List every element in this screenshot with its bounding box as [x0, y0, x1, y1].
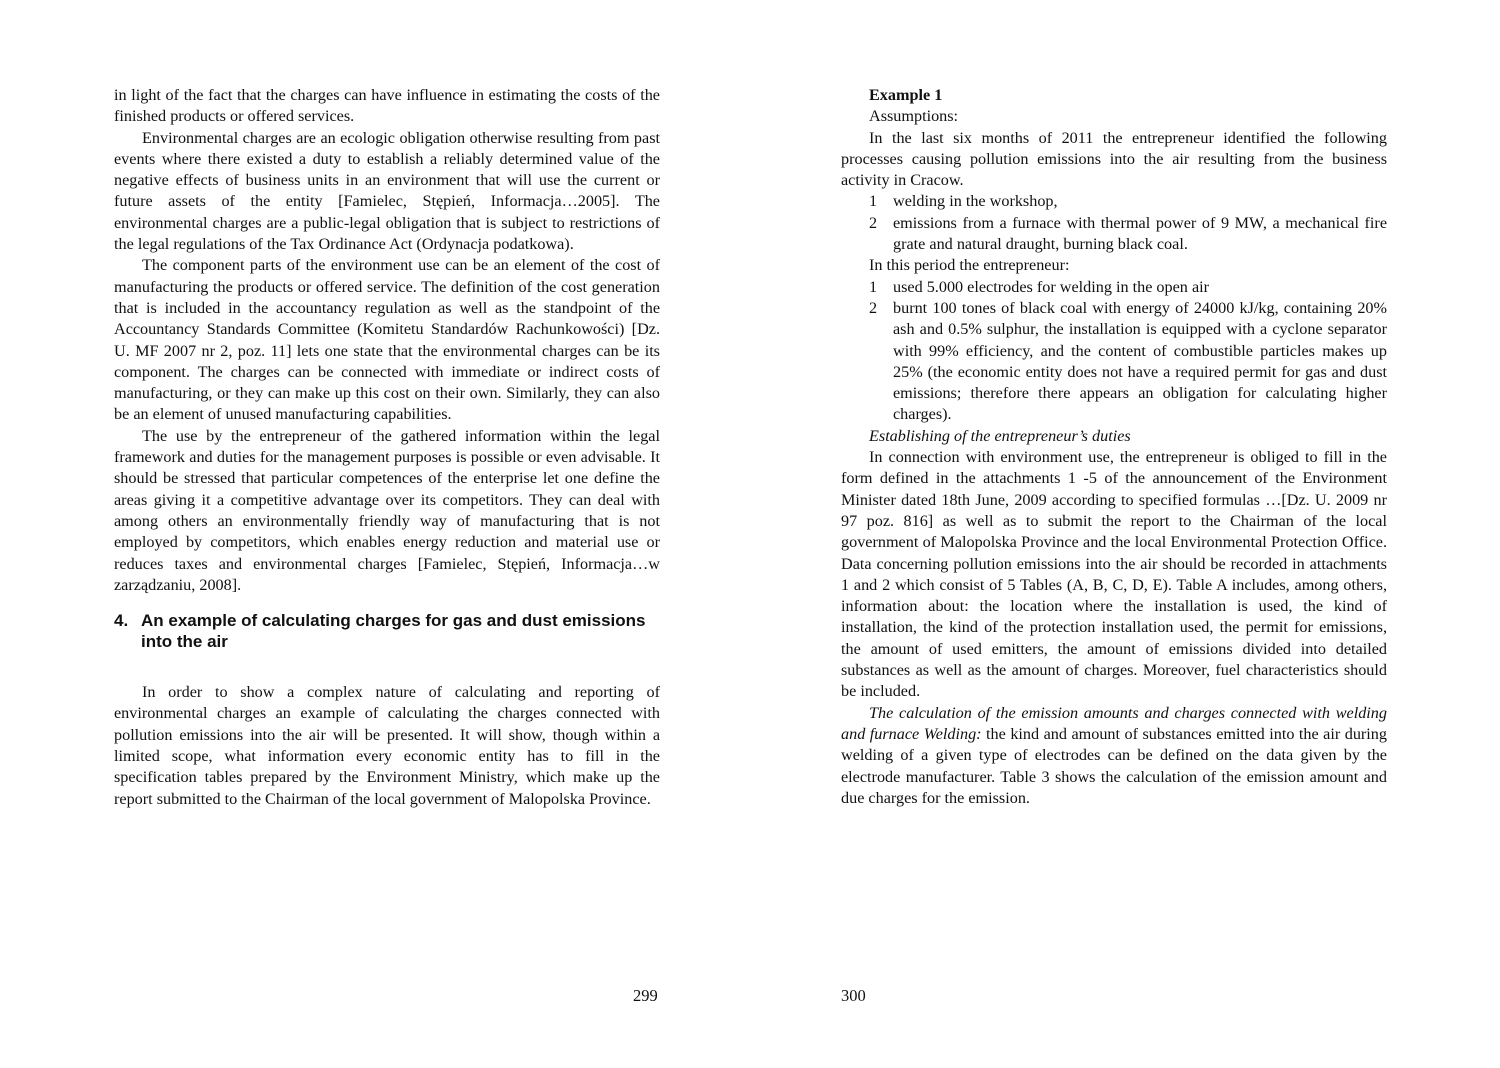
- paragraph-environmental-charges: Environmental charges are an ecologic obligation otherwise resulting from past events where there existed a duty to establish a reliably determined value of the negative effects of business units in an environment that will use the current or future assets of the entity [Famielec, Stępień, Informacja…2005]. The environmental charges are a public-legal obligation that is subject to restrictions of the legal regulations of the Tax Ordinance Act (Ordynacja podatkowa).: [114, 128, 660, 254]
- calculation-heading: The calculation of the emission amounts and charges connected with welding and furnace Welding:: [841, 703, 1387, 743]
- paragraph-entrepreneur-use: The use by the entrepreneur of the gathered information within the legal framework and duties for the management purposes is possible or even advisable. It should be stressed that particular competences of the enterprise let one define the areas giving it a competitive advantage over its competitors. They can deal with among others an environmentally friendly way of manufacturing that is not employed by competitors, which enables energy reduction and material use or reduces taxes and environmental charges [Famielec, Stępień, Informacja…w zarządzaniu, 2008].: [114, 426, 660, 594]
- section-number: 4.: [114, 611, 129, 631]
- calculation-text: the kind and amount of substances emitted into the air during welding of a given type of electrodes can be defined on the data given by the electrode manufacturer. Table 3 shows the calculation of the emission amount and due charges for the emission.: [841, 724, 1387, 807]
- paragraph-calculation: [841, 703, 1387, 809]
- page-number-right: 300: [841, 986, 866, 1005]
- paragraph-example-intro: In order to show a complex nature of calculating and reporting of environmental charges an example of calculating the charges connected with pollution emissions into the air will be presented. It will show, though within a limited scope, what information every economic entity has to fill in the specification tables prepared by the Environment Ministry, which make up the report submitted to the Chairman of the local government of Malopolska Province.: [114, 683, 660, 808]
- list-item: 1 welding in the workshop,: [869, 192, 1058, 211]
- page-number-left: 299: [633, 986, 658, 1005]
- paragraph-continued: in light of the fact that the charges can have influence in estimating the costs of the finished products or offered services.: [114, 86, 660, 126]
- assumptions-label: Assumptions:: [869, 107, 959, 126]
- left-page: [114, 85, 660, 810]
- right-page: [841, 85, 1387, 809]
- paragraph-component-parts: The component parts of the environment use can be an element of the cost of manufacturing the products or offered service. The definition of the cost generation that is included in the accountancy regulation as well as the standpoint of the Accountancy Standards Committee (Komitetu Standardów Rachunkowości) [Dz. U. MF 2007 nr 2, poz. 11] lets one state that the environmental charges can be its component. The charges can be connected with immediate or indirect costs of manufacturing, or they can make up this cost on their own. Similarly, they can also be an element of unused manufacturing capabilities.: [114, 256, 660, 424]
- section-heading: [114, 610, 660, 652]
- list-item: 2 emissions from a furnace with thermal power of 9 MW, a mechanical fire grate and natural draught, burning black coal.: [869, 213, 1387, 254]
- list-item: 1 used 5.000 electrodes for welding in the open air: [869, 277, 1210, 296]
- duties-heading: Establishing of the entrepreneur’s duties: [869, 426, 1131, 445]
- section-title: An example of calculating charges for gas and dust emissions into the air: [141, 611, 646, 652]
- paragraph-processes-intro: In the last six months of 2011 the entrepreneur identified the following processes causing pollution emissions into the air resulting from the business activity in Cracow.: [841, 128, 1387, 190]
- list-item: 2 burnt 100 tones of black coal with energy of 24000 kJ/kg, containing 20% ash and 0.5% sulphur, the installation is equipped with a cyclone separator with 99% efficiency, and the content of combustible particles makes up 25% (the economic entity does not have a required permit for gas and dust emissions; therefore there appears an obligation for calculating higher charges).: [869, 298, 1387, 424]
- paragraph-period-intro: In this period the entrepreneur:: [869, 256, 1070, 275]
- paragraph-duties: In connection with environment use, the entrepreneur is obliged to fill in the form defined in the attachments 1 -5 of the announcement of the Environment Minister dated 18th June, 2009 according to specified formulas …[Dz. U. 2009 nr 97 poz. 816] as well as to submit the report to the Chairman of the local government of Malopolska Province and the local Environmental Protection Office. Data concerning pollution emissions into the air should be recorded in attachments 1 and 2 which consist of 5 Tables (A, B, C, D, E). Table A includes, among others, information about: the location where the installation is used, the kind of installation, the kind of the protection installation used, the permit for emissions, the amount of used emitters, the amount of emissions divided into detailed substances as well as the amount of charges. Moreover, fuel characteristics should be included.: [841, 448, 1387, 701]
- example-title: Example 1: [869, 86, 943, 104]
